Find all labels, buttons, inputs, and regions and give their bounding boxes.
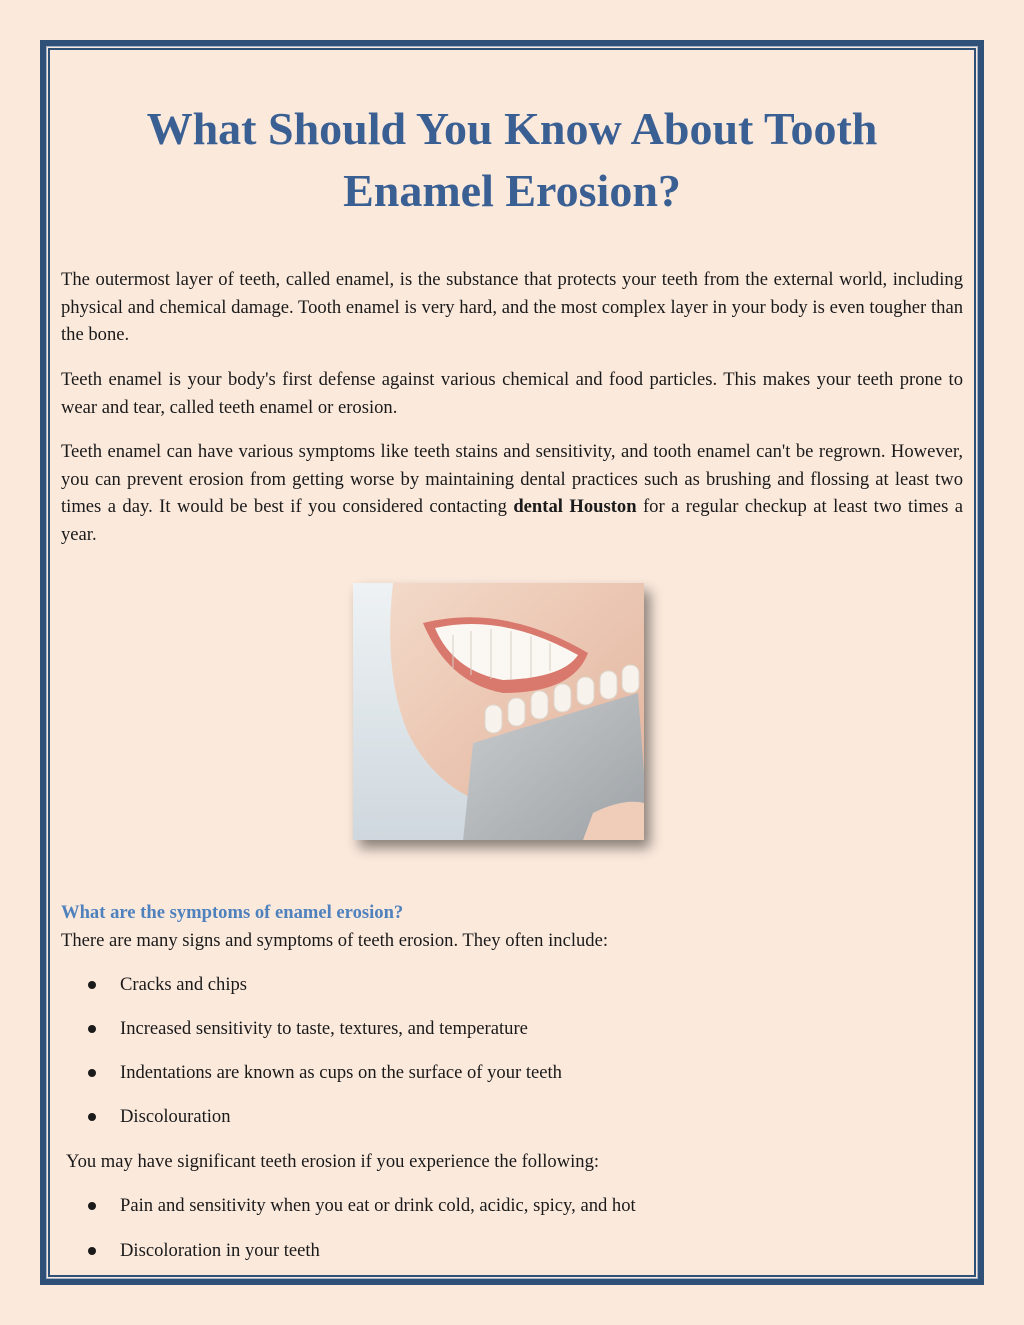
list-item — [88, 971, 247, 998]
list-item — [88, 1015, 528, 1042]
list-item-text: Discolouration — [120, 1106, 231, 1127]
bullet-icon — [88, 1069, 96, 1077]
symptoms-heading: What are the symptoms of enamel erosion? — [61, 902, 404, 923]
prevention-text-before: Teeth enamel can have various symptoms like teeth stains and sensitivity, and tooth enamel can't be regrown. However, you can prevent erosion from getting worse by maintaining dental practices such as brushing and flossing at least two times a day. It would be best if you considered contacting — [61, 441, 963, 517]
list-item-text: Cracks and chips — [120, 974, 248, 995]
bullet-icon — [88, 1247, 96, 1255]
document-title: What Should You Know About Tooth Enamel Erosion? — [146, 103, 878, 216]
prevention-paragraph — [61, 438, 963, 548]
bullet-icon — [88, 981, 96, 989]
list-item-text: Pain and sensitivity when you eat or drink cold, acidic, spicy, and hot — [120, 1195, 636, 1216]
smile-shade-guide-photo — [353, 583, 644, 840]
list-item — [88, 1237, 320, 1264]
defense-paragraph: Teeth enamel is your body's first defense against various chemical and food particles. This makes your teeth prone to wear and tear, called teeth enamel or erosion. — [61, 369, 963, 418]
prevention-text-after: for a regular checkup at least two times a year. — [61, 496, 963, 545]
significant-erosion-intro: You may have significant teeth erosion if you experience the following: — [66, 1151, 600, 1172]
list-item-text: Indentations are known as cups on the surface of your teeth — [120, 1062, 562, 1083]
list-item — [88, 1059, 562, 1086]
list-item — [88, 1103, 231, 1130]
bullet-icon — [88, 1202, 96, 1210]
dental-houston-bold: dental Houston — [513, 496, 637, 517]
list-item-text: Discoloration in your teeth — [120, 1240, 320, 1261]
bullet-icon — [88, 1025, 96, 1033]
intro-paragraph: The outermost layer of teeth, called enamel, is the substance that protects your teeth from the external world, including physical and chemical damage. Tooth enamel is very hard, and the most complex layer in your body is even tougher than the bone. — [61, 269, 963, 345]
list-item-text: Increased sensitivity to taste, textures, and temperature — [120, 1018, 528, 1039]
symptoms-intro: There are many signs and symptoms of teeth erosion. They often include: — [61, 930, 608, 951]
bullet-icon — [88, 1113, 96, 1121]
list-item — [88, 1192, 636, 1219]
